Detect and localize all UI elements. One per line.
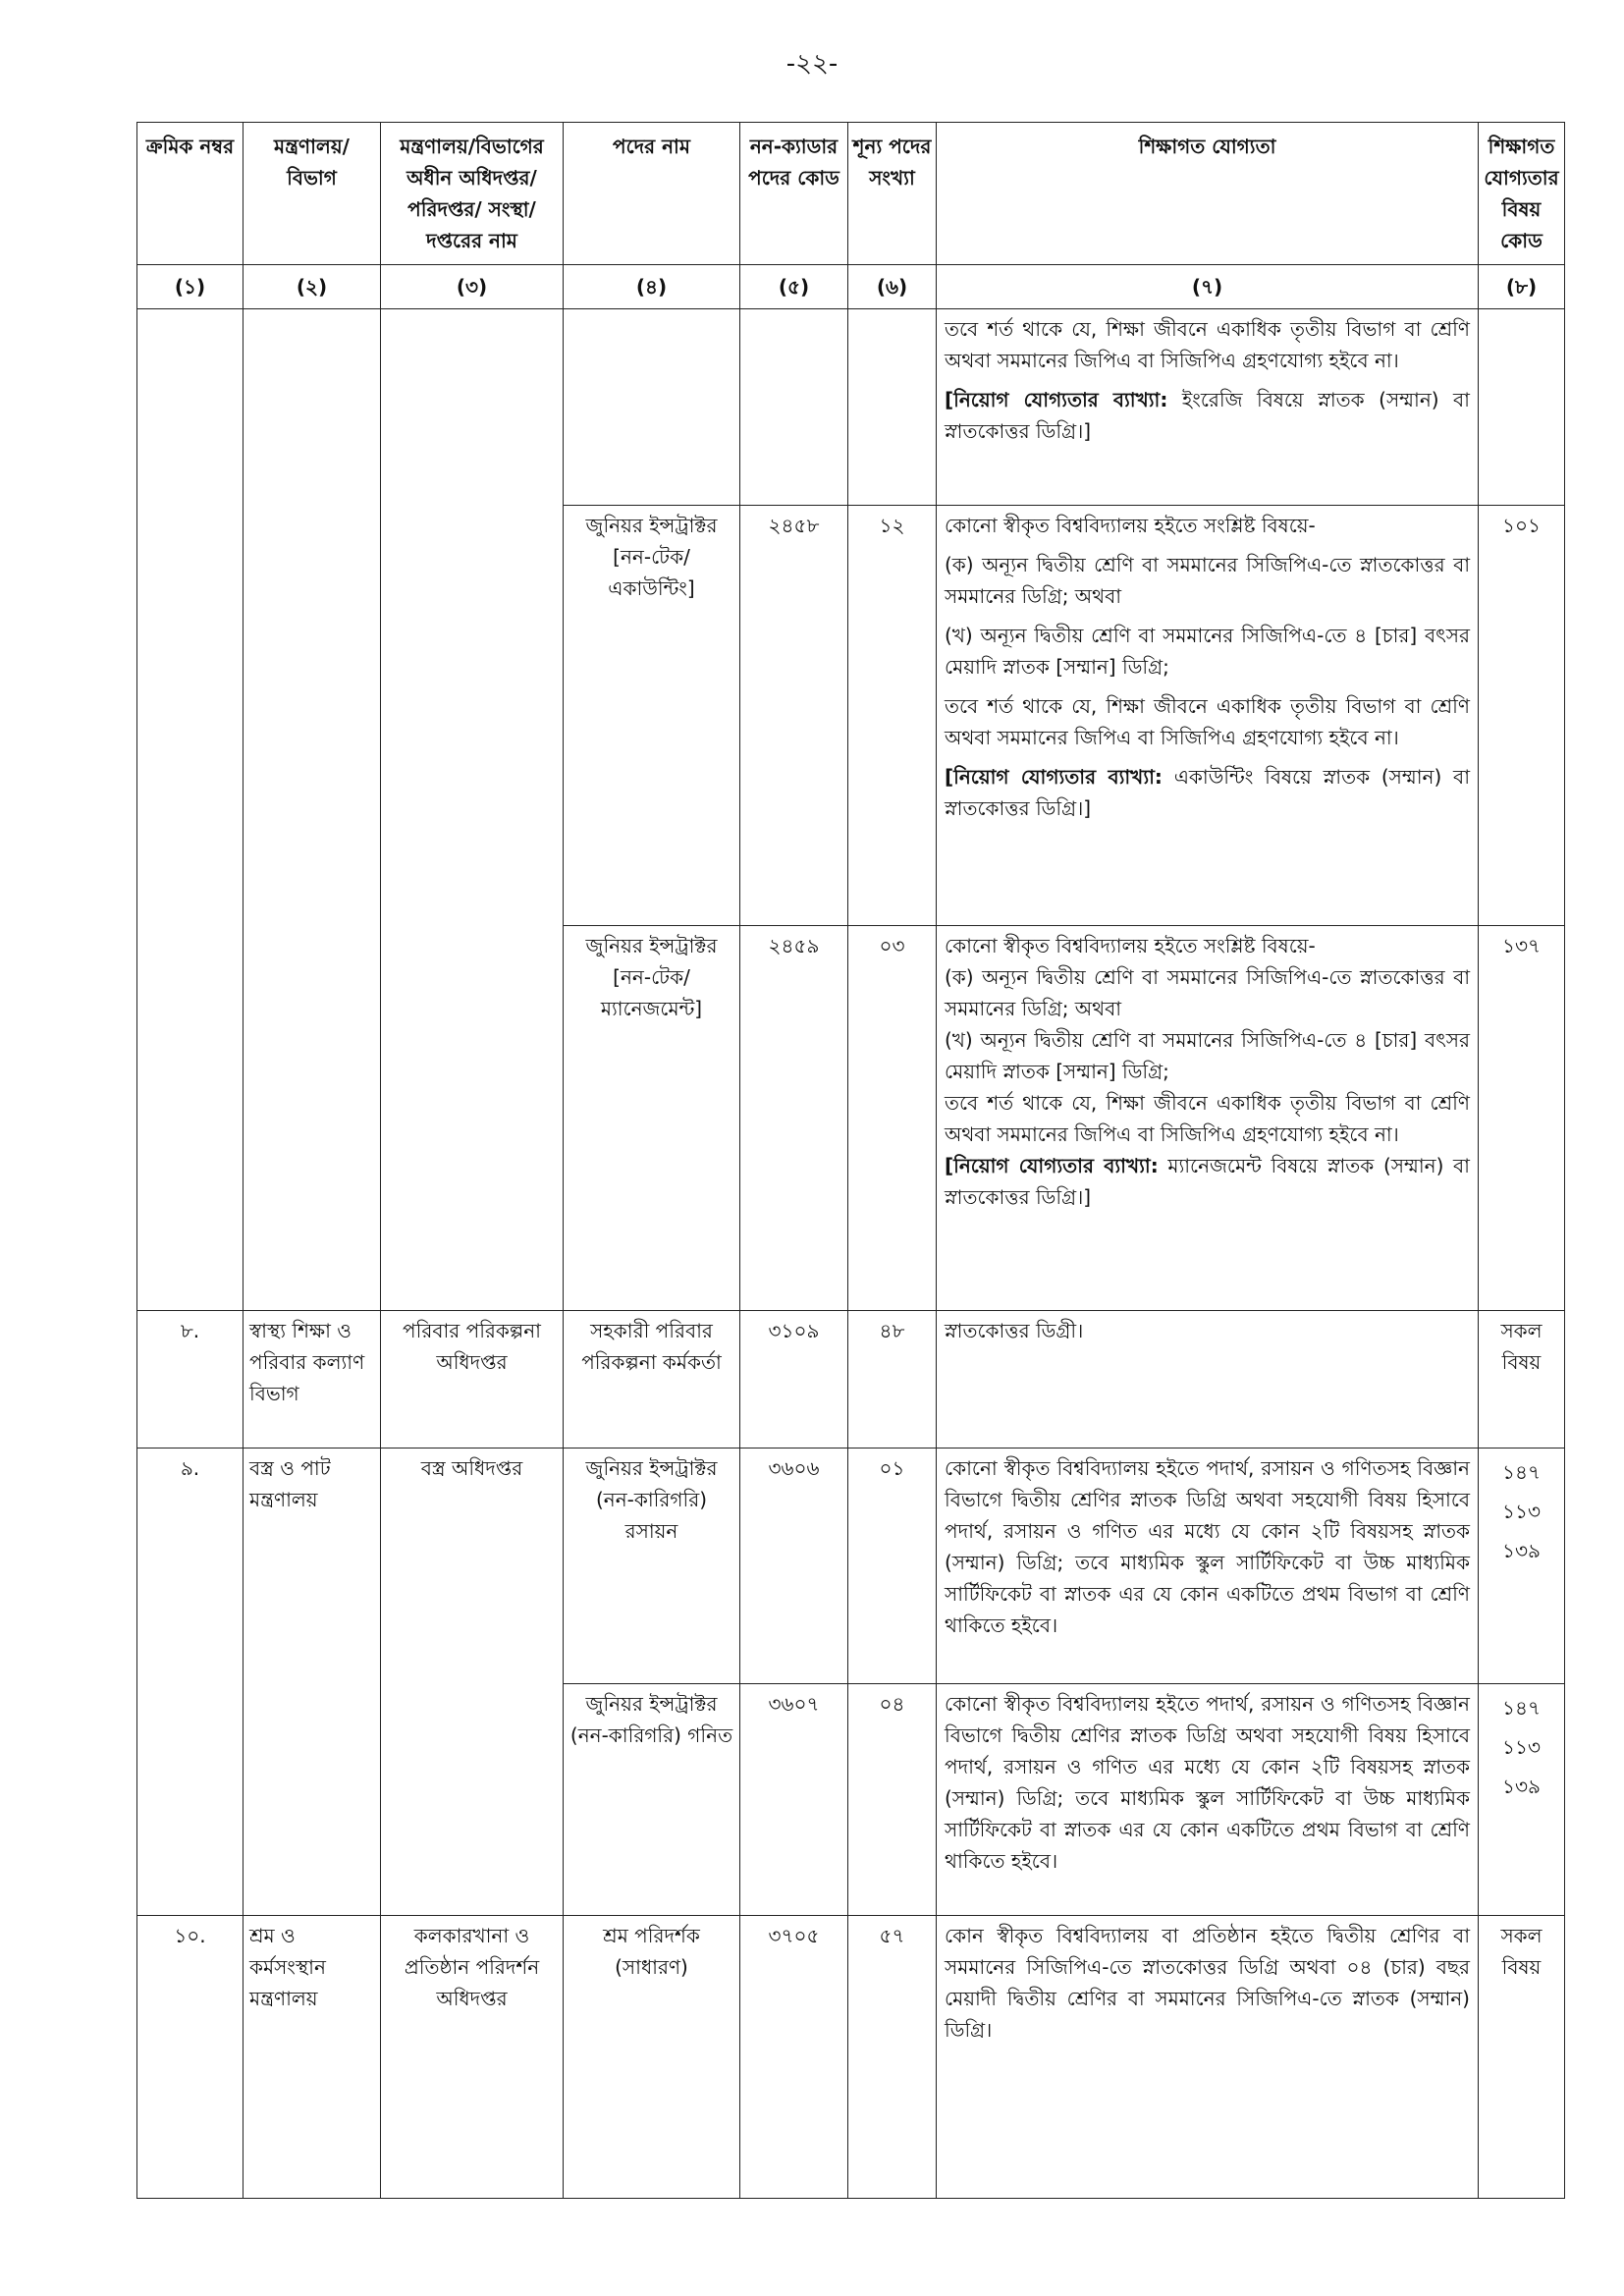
serial-number: ৮. xyxy=(137,1311,244,1449)
qualification-text: স্নাতকোত্তর ডিগ্রী। xyxy=(937,1311,1479,1449)
header-post-code: নন-ক্যাডার পদের কোড xyxy=(740,123,848,265)
subject-code: ১৪৭ xyxy=(1502,1696,1541,1720)
ministry-name: স্বাস্থ্য শিক্ষা ও পরিবার কল্যাণ বিভাগ xyxy=(244,1311,381,1449)
header-department: মন্ত্রণালয়/বিভাগের অধীন অধিদপ্তর/ পরিদপ্তর/ সংস্থা/দপ্তরের নাম xyxy=(381,123,564,265)
posts-table xyxy=(136,122,1565,2199)
qualification-text: তবে শর্ত থাকে যে, শিক্ষা জীবনে একাধিক তৃতীয় বিভাগ বা শ্রেণি অথবা সমমানের জিপিএ বা সিজিপিএ গ্রহণযোগ্য হইবে না। xyxy=(945,1091,1470,1146)
subject-codes xyxy=(1479,1449,1565,1684)
subject-code: ১১৩ xyxy=(1502,1500,1541,1523)
post-cell xyxy=(564,309,740,506)
vacancy-count: ১২ xyxy=(848,506,937,926)
vacancy-count: ৪৮ xyxy=(848,1311,937,1449)
qualification-text: তবে শর্ত থাকে যে, শিক্ষা জীবনে একাধিক তৃতীয় বিভাগ বা শ্রেণি অথবা সমমানের জিপিএ বা সিজিপিএ গ্রহণযোগ্য হইবে না। xyxy=(945,317,1470,372)
department-cell xyxy=(381,309,564,1311)
code-cell xyxy=(740,309,848,506)
qualification-note: [নিয়োগ যোগ্যতার ব্যাখ্যা: ইংরেজি বিষয়ে স্নাতক (সম্মান) বা স্নাতকোত্তর ডিগ্রি।] xyxy=(945,388,1470,443)
qualification-text: কোনো স্বীকৃত বিশ্ববিদ্যালয় হইতে সংশ্লিষ্ট বিষয়ে- xyxy=(945,514,1316,537)
subject-code-cell xyxy=(1479,309,1565,506)
vacancy-count: ৫৭ xyxy=(848,1916,937,2199)
post-name: জুনিয়র ইন্সট্রাক্টর (নন-কারিগরি) গনিত xyxy=(564,1684,740,1916)
subject-code: ১৩৭ xyxy=(1479,926,1565,1311)
serial-cell xyxy=(137,309,244,1311)
qualification-text: (খ) অন্যূন দ্বিতীয় শ্রেণি বা সমমানের সিজিপিএ-তে ৪ [চার] বৎসর মেয়াদি স্নাতক [সম্মান] ডিগ্রি; xyxy=(945,1028,1470,1083)
department-name: বস্ত্র অধিদপ্তর xyxy=(381,1449,564,1916)
subject-code: ১০১ xyxy=(1479,506,1565,926)
qualification-text: কোনো স্বীকৃত বিশ্ববিদ্যালয় হইতে পদার্থ, রসায়ন ও গণিতসহ বিজ্ঞান বিভাগে দ্বিতীয় শ্রেণির স্নাতক ডিগ্রি অথবা সহযোগী বিষয় হিসাবে পদার্থ, রসায়ন ও গণিত এর মধ্যে যে কোন ২টি বিষয়সহ স্নাতক (সম্মান) ডিগ্রি; তবে মাধ্যমিক স্কুল সার্টিফিকেট বা উচ্চ মাধ্যমিক সার্টিফিকেট বা স্নাতক এর যে কোন একটিতে প্রথম বিভাগ বা শ্রেণি থাকিতে হইবে। xyxy=(937,1684,1479,1916)
table-row xyxy=(137,1449,1565,1684)
qualification-text: কোনো স্বীকৃত বিশ্ববিদ্যালয় হইতে সংশ্লিষ্ট বিষয়ে- xyxy=(945,934,1316,957)
qualification-text: (খ) অন্যূন দ্বিতীয় শ্রেণি বা সমমানের সিজিপিএ-তে ৪ [চার] বৎসর মেয়াদি স্নাতক [সম্মান] ডিগ্রি; xyxy=(945,624,1470,679)
column-number-row xyxy=(137,265,1565,309)
header-ministry: মন্ত্রণালয়/ বিভাগ xyxy=(244,123,381,265)
header-subject-code: শিক্ষাগত যোগ্যতার বিষয় কোড xyxy=(1479,123,1565,265)
post-name: জুনিয়র ইন্সট্রাক্টর [নন-টেক/ একাউন্টিং] xyxy=(564,506,740,926)
serial-number: ১০. xyxy=(137,1916,244,2199)
col-num: (৮) xyxy=(1479,265,1565,309)
qualification-cell xyxy=(937,926,1479,1311)
subject-code: ১১৩ xyxy=(1502,1735,1541,1759)
header-vacancy: শূন্য পদের সংখ্যা xyxy=(848,123,937,265)
ministry-name: শ্রম ও কর্মসংস্থান মন্ত্রণালয় xyxy=(244,1916,381,2199)
vacancy-count: ০৪ xyxy=(848,1684,937,1916)
ministry-name: বস্ত্র ও পাট মন্ত্রণালয় xyxy=(244,1449,381,1916)
vacancy-cell xyxy=(848,309,937,506)
col-num: (২) xyxy=(244,265,381,309)
col-num: (৩) xyxy=(381,265,564,309)
subject-codes xyxy=(1479,1684,1565,1916)
department-name: পরিবার পরিকল্পনা অধিদপ্তর xyxy=(381,1311,564,1449)
post-code: ৩৭০৫ xyxy=(740,1916,848,2199)
col-num: (৫) xyxy=(740,265,848,309)
qualification-note: [নিয়োগ যোগ্যতার ব্যাখ্যা: ম্যানেজমেন্ট বিষয়ে স্নাতক (সম্মান) বা স্নাতকোত্তর ডিগ্রি।] xyxy=(945,1154,1470,1209)
header-post-name: পদের নাম xyxy=(564,123,740,265)
post-code: ৩৬০৭ xyxy=(740,1684,848,1916)
post-name: সহকারী পরিবার পরিকল্পনা কর্মকর্তা xyxy=(564,1311,740,1449)
header-serial: ক্রমিক নম্বর xyxy=(137,123,244,265)
col-num: (৭) xyxy=(937,265,1479,309)
post-code: ৩৬০৬ xyxy=(740,1449,848,1684)
table-row xyxy=(137,309,1565,506)
qualification-text: (ক) অন্যূন দ্বিতীয় শ্রেণি বা সমমানের সিজিপিএ-তে স্নাতকোত্তর বা সমমানের ডিগ্রি; অথবা xyxy=(945,965,1470,1020)
ministry-cell xyxy=(244,309,381,1311)
table-row xyxy=(137,1311,1565,1449)
qualification-note: [নিয়োগ যোগ্যতার ব্যাখ্যা: একাউন্টিং বিষয়ে স্নাতক (সম্মান) বা স্নাতকোত্তর ডিগ্রি।] xyxy=(945,765,1470,820)
col-num: (১) xyxy=(137,265,244,309)
post-code: ৩১০৯ xyxy=(740,1311,848,1449)
subject-code: ১৩৯ xyxy=(1502,1539,1541,1562)
header-row xyxy=(137,123,1565,265)
subject-code: সকল বিষয় xyxy=(1479,1916,1565,2199)
qualification-text: কোন স্বীকৃত বিশ্ববিদ্যালয় বা প্রতিষ্ঠান হইতে দ্বিতীয় শ্রেণির বা সমমানের সিজিপিএ-তে স্নাতকোত্তর ডিগ্রি অথবা ০৪ (চার) বছর মেয়াদী দ্বিতীয় শ্রেণির বা সমমানের সিজিপিএ-তে স্নাতক (সম্মান) ডিগ্রি। xyxy=(937,1916,1479,2199)
qualification-text: কোনো স্বীকৃত বিশ্ববিদ্যালয় হইতে পদার্থ, রসায়ন ও গণিতসহ বিজ্ঞান বিভাগে দ্বিতীয় শ্রেণির স্নাতক ডিগ্রি অথবা সহযোগী বিষয় হিসাবে পদার্থ, রসায়ন ও গণিত এর মধ্যে যে কোন ২টি বিষয়সহ স্নাতক (সম্মান) ডিগ্রি; তবে মাধ্যমিক স্কুল সার্টিফিকেট বা উচ্চ মাধ্যমিক সার্টিফিকেট বা স্নাতক এর যে কোন একটিতে প্রথম বিভাগ বা শ্রেণি থাকিতে হইবে। xyxy=(937,1449,1479,1684)
post-code: ২৪৫৯ xyxy=(740,926,848,1311)
table-row xyxy=(137,1916,1565,2199)
qualification-text: তবে শর্ত থাকে যে, শিক্ষা জীবনে একাধিক তৃতীয় বিভাগ বা শ্রেণি অথবা সমমানের জিপিএ বা সিজিপিএ গ্রহণযোগ্য হইবে না। xyxy=(945,694,1470,749)
subject-code: ১৩৯ xyxy=(1502,1775,1541,1798)
qualification-text: (ক) অন্যূন দ্বিতীয় শ্রেণি বা সমমানের সিজিপিএ-তে স্নাতকোত্তর বা সমমানের ডিগ্রি; অথবা xyxy=(945,553,1470,608)
subject-code: সকল বিষয় xyxy=(1479,1311,1565,1449)
page-number: -২২- xyxy=(785,49,839,79)
serial-number: ৯. xyxy=(137,1449,244,1916)
post-code: ২৪৫৮ xyxy=(740,506,848,926)
post-name: শ্রম পরিদর্শক (সাধারণ) xyxy=(564,1916,740,2199)
vacancy-count: ০৩ xyxy=(848,926,937,1311)
header-qualification: শিক্ষাগত যোগ্যতা xyxy=(937,123,1479,265)
post-name: জুনিয়র ইন্সট্রাক্টর (নন-কারিগরি) রসায়ন xyxy=(564,1449,740,1684)
col-num: (৬) xyxy=(848,265,937,309)
subject-code: ১৪৭ xyxy=(1502,1460,1541,1484)
vacancy-count: ০১ xyxy=(848,1449,937,1684)
qualification-cell xyxy=(937,309,1479,506)
qualification-cell xyxy=(937,506,1479,926)
col-num: (৪) xyxy=(564,265,740,309)
department-name: কলকারখানা ও প্রতিষ্ঠান পরিদর্শন অধিদপ্তর xyxy=(381,1916,564,2199)
post-name: জুনিয়র ইন্সট্রাক্টর [নন-টেক/ ম্যানেজমেন্ট] xyxy=(564,926,740,1311)
